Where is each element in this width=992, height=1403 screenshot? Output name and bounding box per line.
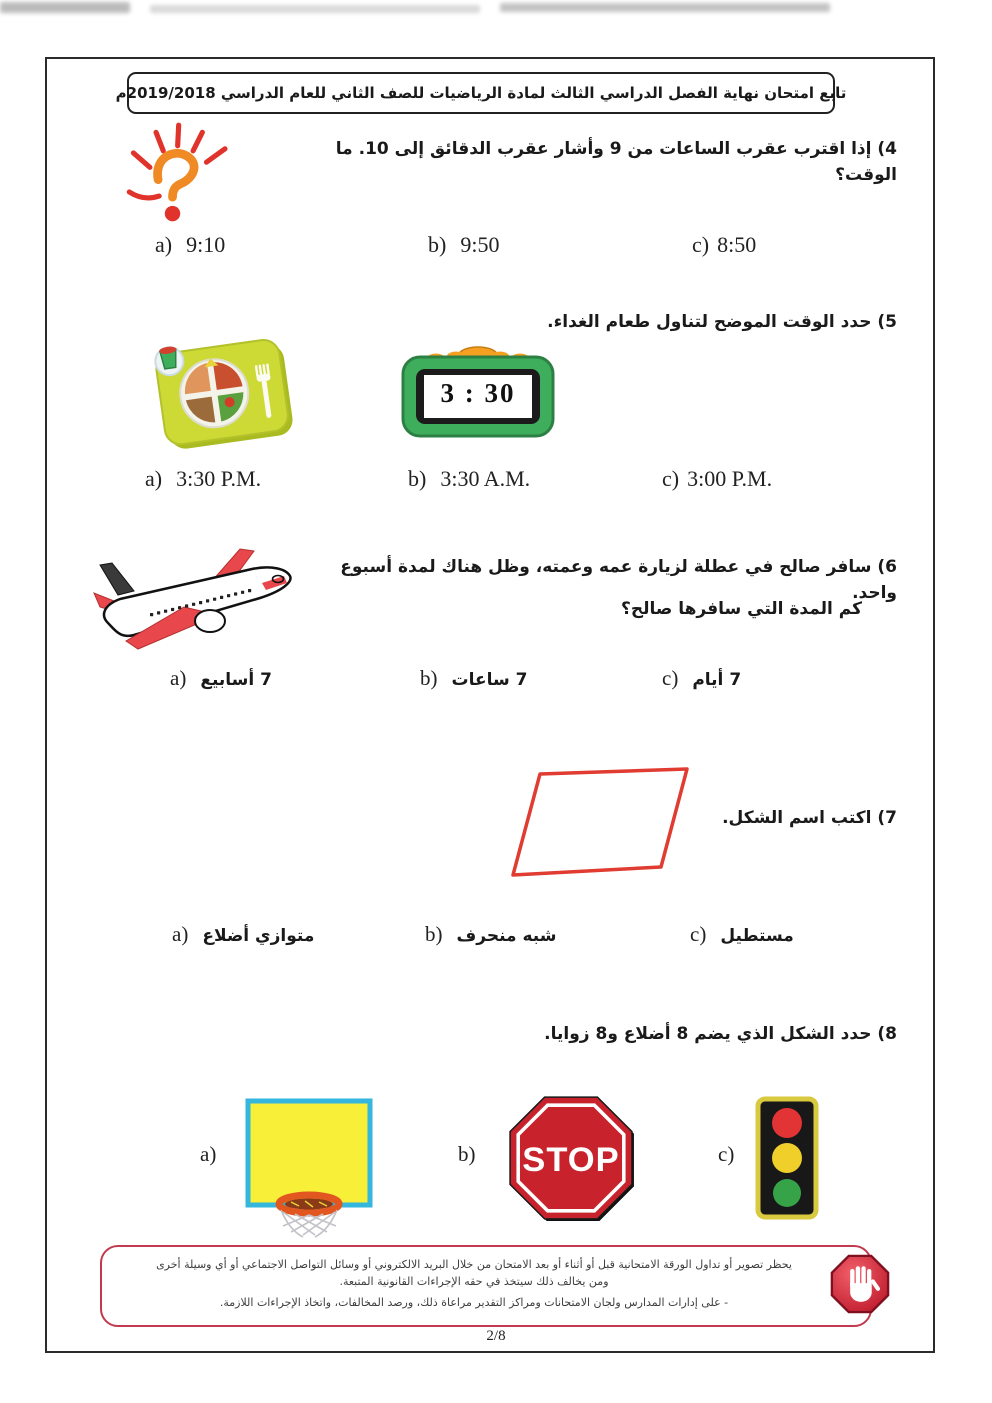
scan-artifact <box>500 3 830 12</box>
q7-option-c <box>690 922 794 947</box>
question-4-text: 4) إذا اقترب عقرب الساعات من 9 وأشار عقرب الدقائق إلى 10. ما الوقت؟ <box>335 139 897 185</box>
option-letter: a) <box>172 922 189 946</box>
option-value: 9:50 <box>460 232 500 257</box>
q8-option-c-letter: c) <box>718 1142 735 1166</box>
option-value: 7 أسابيع <box>200 670 272 690</box>
question-7-text: 7) اكتب اسم الشكل. <box>722 808 897 828</box>
clock-display: 3 : 30 <box>440 378 516 408</box>
option-letter: a) <box>170 666 187 690</box>
warning-text-line1: يحظر تصوير أو تداول الورقة الامتحانية قبل أو أثناء أو بعد الامتحان من خلال البريد الالكتروني أو وسائل التواصل الاجتماعي أو أي وسيلة أخرى <box>156 1258 792 1271</box>
q7-option-a <box>172 922 314 947</box>
option-value: متوازي أضلاع <box>202 926 315 946</box>
page-number: 2/8 <box>486 1328 506 1344</box>
option-value: 9:10 <box>186 232 226 257</box>
option-letter: a) <box>145 466 163 491</box>
stop-sign-image <box>505 1092 637 1224</box>
q8-option-b-letter: b) <box>458 1142 476 1166</box>
stop-hand-icon <box>830 1252 890 1316</box>
question-mark-sun-icon <box>112 120 232 228</box>
stop-sign-label: STOP <box>522 1141 620 1180</box>
question-5-text: 5) حدد الوقت الموضح لتناول طعام الغداء. <box>547 312 897 332</box>
scan-artifact <box>0 2 130 13</box>
lunch-tray-image <box>148 332 298 450</box>
question-8-text: 8) حدد الشكل الذي يضم 8 أضلاع و8 زوايا. <box>544 1024 897 1044</box>
q6-option-c <box>662 666 741 691</box>
q5-option-b <box>408 466 530 492</box>
q5-option-c <box>662 466 772 492</box>
option-letter: b) <box>425 922 443 946</box>
option-value: 7 ساعات <box>451 670 528 690</box>
q6-option-b <box>420 666 527 691</box>
warning-text-line2: ومن يخالف ذلك سيتخذ في حقه الإجراءات القانونية المتبعة. <box>339 1275 609 1289</box>
option-letter: c) <box>692 232 710 257</box>
airplane-image <box>92 543 302 653</box>
q4-option-b <box>428 232 499 258</box>
option-letter: b) <box>420 666 438 690</box>
scan-artifact <box>150 5 480 13</box>
option-value: 8:50 <box>717 232 757 257</box>
option-value: 3:30 P.M. <box>176 466 262 491</box>
q8-option-a-letter: a) <box>200 1142 217 1166</box>
traffic-light-image <box>755 1096 819 1220</box>
option-value: 3:00 P.M. <box>687 466 773 491</box>
option-letter: c) <box>662 666 679 690</box>
digital-clock-image <box>398 346 558 441</box>
q5-option-a <box>145 466 261 492</box>
warning-text-line3: - على إدارات المدارس ولجان الامتحانات ومراكز التقدير مراعاة ذلك، ورصد المخالفات، واتخاذ الإجراءات اللازمة. <box>219 1296 729 1310</box>
option-letter: c) <box>662 466 680 491</box>
option-value: 7 أيام <box>692 670 742 690</box>
question-6-text-line1: 6) سافر صالح في عطلة لزيارة عمه وعمته، وظل هناك لمدة أسبوع واحد. <box>340 557 897 603</box>
option-value: مستطيل <box>720 926 794 946</box>
q4-option-c <box>692 232 756 258</box>
q4-option-a <box>155 232 225 258</box>
header-box <box>115 72 847 114</box>
option-letter: c) <box>690 922 707 946</box>
page-title: تابع امتحان نهاية الفصل الدراسي الثالث لمادة الرياضيات للصف الثاني للعام الدراسي 2019/2018م <box>115 84 847 102</box>
basketball-backboard-image <box>243 1096 377 1238</box>
warning-box <box>100 1245 872 1327</box>
q7-option-b <box>425 922 556 947</box>
option-letter: b) <box>428 232 447 257</box>
option-letter: b) <box>408 466 427 491</box>
q6-option-a <box>170 666 272 691</box>
question-6-text-line2: كم المدة التي سافرها صالح؟ <box>621 599 862 619</box>
option-value: 3:30 A.M. <box>440 466 531 491</box>
option-letter: a) <box>155 232 173 257</box>
option-value: شبه منحرف <box>456 926 557 946</box>
